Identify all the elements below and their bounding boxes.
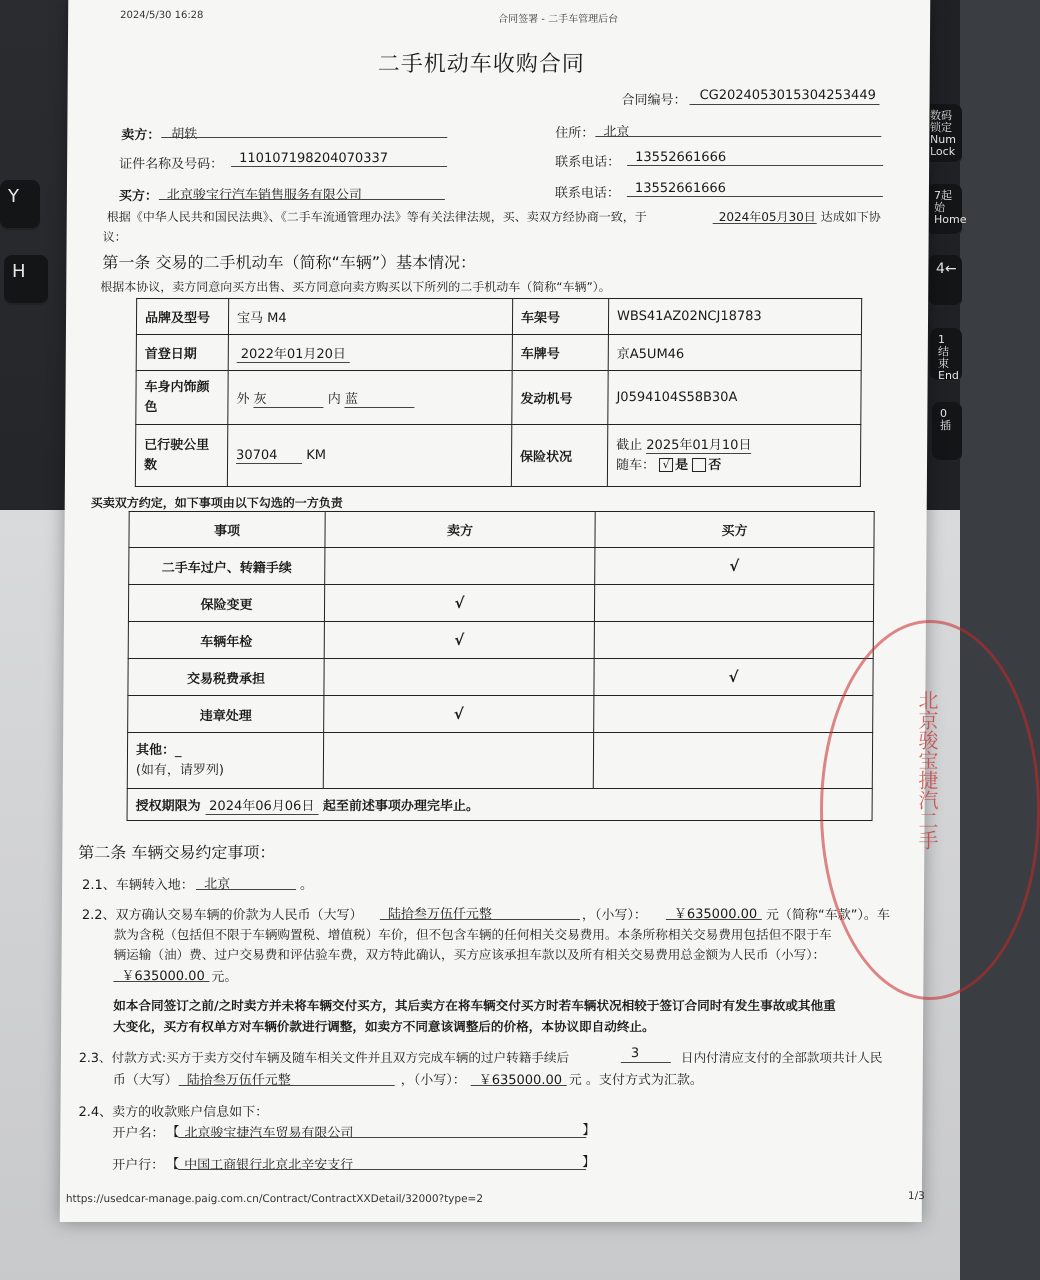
duty-item: 保险变更 [128, 585, 324, 622]
duty-header-seller: 卖方 [325, 512, 595, 548]
seller-name: 胡轶 [171, 127, 198, 142]
duty-buyer-mark [594, 585, 873, 622]
color-label: 车身内饰颜色 [136, 371, 228, 425]
insurance-cell [607, 425, 860, 487]
duty-seller-mark: √ [324, 622, 594, 659]
plate-label: 车牌号 [512, 335, 608, 371]
account-name-label: 开户名： [112, 1126, 165, 1141]
clause-2-2-line3: 辆运输（油）费、过户交易费和评估验车费，双方特此确认，买方应该承担车款以及所有相关交易费用总金额为人民币（小写）： [113, 947, 826, 962]
bracket-close: 】 [582, 1155, 596, 1170]
key-h [4, 255, 48, 305]
underline [196, 889, 296, 890]
clause-2-2-suffix: 元（简称“车款”）。车 [765, 908, 890, 923]
underline [159, 199, 445, 200]
clause-2-3-days: 3 [630, 1046, 640, 1061]
no-checkbox[interactable] [692, 458, 706, 472]
duty-buyer-mark: √ [594, 659, 873, 696]
duty-other-cell [127, 733, 323, 789]
seller-phone: 13552661666 [635, 150, 727, 165]
preamble-text-end: 达成如下协 [820, 210, 881, 224]
article-2-title: 第二条 车辆交易约定事项： [78, 843, 276, 862]
duty-seller-mark: √ [324, 585, 594, 622]
print-url: https://usedcar-manage.paig.com.cn/Contract/ContractXXDetail/32000?type=2 [65, 1193, 484, 1205]
insurance-with-car [616, 456, 852, 476]
reg-date-label: 首登日期 [136, 335, 228, 371]
key-label: 1结束End [938, 333, 959, 382]
mileage-cell [227, 425, 511, 487]
print-site-title: 合同签署 - 二手车管理后台 [498, 14, 619, 25]
clause-2-3-text-b: 日内付清应支付的全部款项共计人民 [680, 1050, 883, 1065]
key-ins [932, 402, 962, 462]
duty-item: 交易税费承担 [128, 659, 324, 696]
clause-2-2-end: 元。 [211, 970, 238, 985]
other-label: 其他： [135, 742, 176, 758]
vin-value: WBS41AZ02NCJ18783 [608, 299, 861, 335]
mileage-unit: KM [306, 447, 327, 463]
duty-other-seller [323, 733, 593, 789]
clause-2-3-text: 2.3、付款方式:买方于卖方交付车辆及随车相关文件并且双方完成车辆的过户转籍手续后 [78, 1050, 570, 1065]
reg-date-value: 2022年01月20日 [237, 347, 350, 363]
color-cell [228, 371, 512, 425]
clause-2-3-text-c: 币（大写） [112, 1073, 178, 1088]
underline [713, 223, 817, 224]
underline [627, 165, 883, 166]
key-label: 7起始Home [934, 189, 967, 226]
seller-phone-label: 联系电话： [555, 155, 621, 170]
key-end [930, 328, 962, 382]
brand-value: 宝马 M4 [228, 299, 512, 335]
key-label: 数码锁定Num Lock [930, 109, 956, 158]
bracket-open: 【 [166, 1125, 180, 1140]
duty-header-buyer: 买方 [595, 512, 874, 548]
preamble-text: 根据《中华人民共和国民法典》、《二手车流通管理办法》等有关法律法规，买、卖双方经协商一致，于 [106, 210, 647, 224]
duty-item: 二手车过户、转籍手续 [129, 548, 325, 585]
ext-prefix: 外 [236, 391, 250, 407]
underline [627, 196, 883, 197]
bank-label: 开户行： [112, 1158, 165, 1173]
auth-date: 2024年06月06日 [205, 799, 318, 815]
clause-2-2-lower-label: ，（小写）： [581, 908, 647, 923]
duty-header-item: 事项 [129, 512, 325, 548]
with-car-label: 随车： [615, 457, 656, 473]
underline [621, 1062, 671, 1063]
key-label: H [12, 261, 26, 282]
article-1-title: 第一条 交易的二手机动车（简称“车辆”）基本情况： [102, 253, 477, 272]
other-value: _ [174, 742, 182, 758]
print-timestamp: 2024/5/30 16:28 [120, 10, 204, 21]
vin-label: 车架号 [512, 299, 608, 335]
key-home [926, 184, 967, 236]
key-left [928, 255, 962, 307]
auth-suffix: 起至前述事项办理完毕止。 [322, 799, 479, 814]
duty-buyer-mark: √ [595, 548, 874, 585]
duty-other [136, 741, 315, 761]
engine-value: J0594104S58B30A [608, 371, 861, 425]
duty-intro: 买卖双方约定，如下事项由以下勾选的一方负责 [90, 496, 343, 510]
clause-2-3-upper: 陆拾叁万伍仟元整 [186, 1073, 291, 1088]
seal-text: 北京骏宝捷汽二手 [915, 690, 939, 850]
insurance-date: 2025年01月10日 [646, 437, 752, 453]
buyer-phone-label: 联系电话： [554, 186, 620, 201]
contract-paper [60, 0, 931, 1222]
ext-color: 灰 [254, 388, 324, 408]
clause-2-2-bold-1: 如本合同签订之前/之时卖方并未将车辆交付买方，其后卖方在将车辆交付买方时若车辆状况相较于签订合同时有发生事故或其他重 [113, 998, 836, 1013]
insurance-label: 保险状况 [511, 425, 607, 487]
clause-2-1-value: 北京 [204, 877, 231, 892]
mileage-value: 30704 [236, 448, 302, 464]
underline [666, 919, 762, 920]
underline [380, 919, 580, 920]
clause-2-4-title: 2.4、卖方的收款账户信息如下： [78, 1105, 269, 1120]
plate-value: 京A5UM46 [608, 335, 861, 371]
key-label: 4← [936, 261, 957, 277]
no-label: 否 [708, 457, 722, 473]
address-label: 住所： [555, 126, 595, 141]
duty-buyer-mark [594, 622, 873, 659]
int-color: 蓝 [345, 388, 415, 408]
buyer-name: 北京骏宝行汽车销售服务有限公司 [166, 188, 362, 203]
underline [113, 981, 209, 982]
reg-date-cell [228, 335, 512, 371]
clause-2-3-end: 元 。支付方式为汇款。 [568, 1073, 703, 1088]
underline [178, 1169, 586, 1170]
clause-2-2-total: ￥635000.00 [121, 969, 205, 984]
underline [178, 1137, 586, 1138]
int-prefix: 内 [327, 391, 341, 407]
clause-2-2-lower: ￥635000.00 [673, 907, 758, 922]
seller-label: 卖方： [121, 128, 161, 143]
other-hint: (如有，请罗列) [135, 762, 225, 778]
clause-2-2-text: 2.2、双方确认交易车辆的价款为人民币（大写） [81, 908, 363, 923]
clause-2-1-label: 2.1、车辆转入地： [82, 878, 194, 893]
id-label: 证件名称及号码： [119, 157, 224, 172]
clause-2-1-end: 。 [300, 878, 314, 893]
auth-label: 授权期限为 [135, 799, 201, 814]
account-name: 北京骏宝捷汽车贸易有限公司 [184, 1126, 354, 1141]
duty-table [127, 511, 875, 821]
clause-2-2-bold-2: 大变化，买方有权单方对车辆价款进行调整，如卖方不同意该调整后的价格，本协议即自动终止。 [113, 1019, 655, 1034]
preamble-date: 2024年05月30日 [718, 210, 816, 224]
underline [231, 166, 447, 167]
yes-checkbox[interactable]: √ [659, 458, 673, 472]
bank-name: 中国工商银行北京北辛安支行 [184, 1158, 354, 1173]
insurance-prefix: 截止 [616, 437, 643, 453]
yes-label: 是 [675, 457, 689, 473]
clause-2-2-upper: 陆拾叁万伍仟元整 [387, 907, 492, 922]
clause-2-3-lower: ￥635000.00 [478, 1073, 563, 1088]
duty-seller-mark: √ [324, 696, 594, 733]
duty-item: 车辆年检 [128, 622, 324, 659]
duty-seller-mark [325, 548, 595, 585]
bracket-open: 【 [166, 1157, 180, 1172]
page-number: 1/3 [907, 1190, 925, 1202]
duty-seller-mark [324, 659, 594, 696]
key-y [0, 180, 40, 230]
preamble-text-wrap: 议： [102, 230, 127, 244]
clause-2-3-lower-label: ，（小写）： [400, 1073, 466, 1088]
article-1-intro: 根据本协议，卖方同意向买方出售、买方同意向卖方购买以下所列的二手机动车（简称“车辆”）。 [100, 280, 611, 294]
id-number: 110107198204070337 [239, 151, 389, 166]
underline [161, 137, 447, 138]
buyer-phone: 13552661666 [634, 181, 726, 196]
mileage-label: 已行驶公里数 [135, 425, 227, 487]
clause-2-2-line2: 款为含税（包括但不限于车辆购置税、增值税）车价，但不包含车辆的任何相关交易费用。本条所称相关交易费用包括但不限于车 [113, 927, 832, 942]
underline [471, 1085, 567, 1086]
auth-period-cell [127, 789, 872, 821]
underline [179, 1085, 395, 1086]
duty-item: 违章处理 [128, 696, 324, 733]
buyer-label: 买方： [118, 189, 158, 204]
vehicle-info-table [135, 298, 862, 487]
address-value: 北京 [603, 125, 630, 140]
contract-title: 二手机动车收购合同 [377, 52, 585, 77]
underline [595, 136, 881, 137]
bracket-close: 】 [582, 1123, 596, 1138]
key-label: 0插 [940, 407, 951, 432]
contract-number-label: 合同编号： [621, 93, 687, 108]
contract-number: CG2024053015304253449 [699, 88, 876, 103]
key-label: Y [8, 186, 19, 207]
insurance-expiry [616, 436, 852, 456]
underline [690, 104, 880, 105]
brand-label: 品牌及型号 [136, 299, 228, 335]
engine-label: 发动机号 [512, 371, 608, 425]
